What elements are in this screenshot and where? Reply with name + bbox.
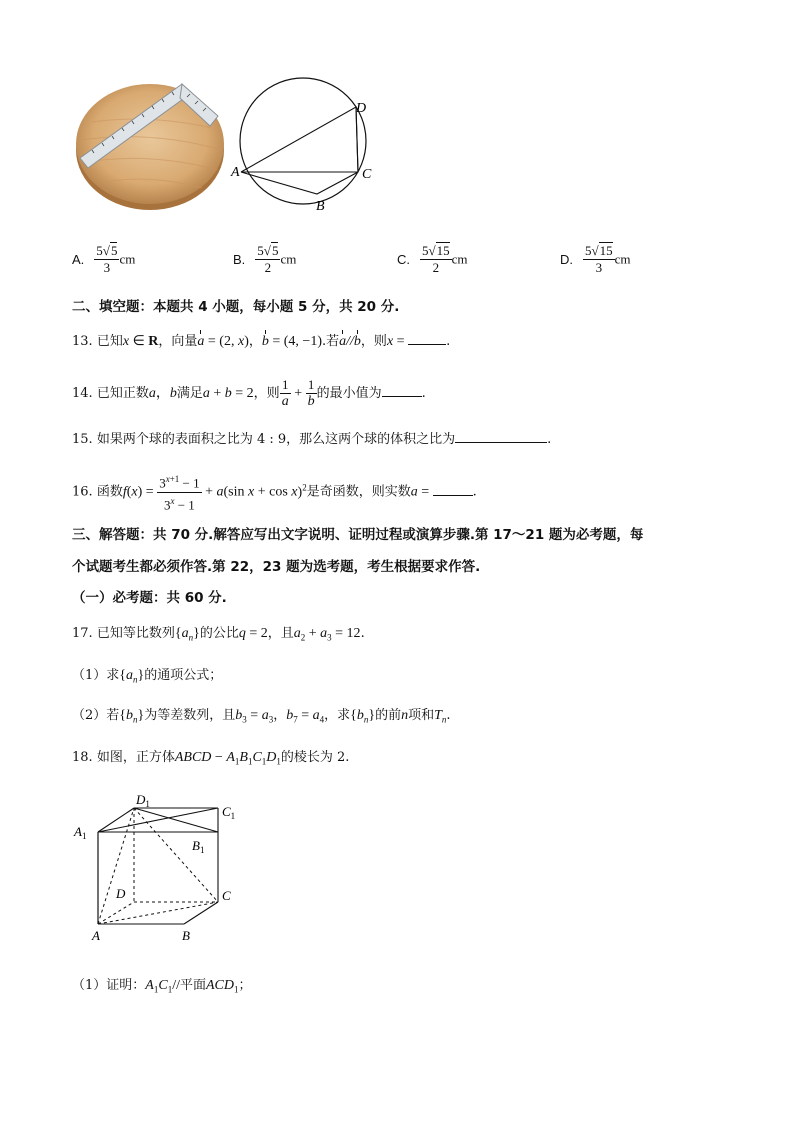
question-17-part-1: （1）求$\{a_n\}$的通项公式； <box>72 668 223 685</box>
cube-label-D: D <box>116 886 126 901</box>
cube-label-A: A <box>92 928 100 943</box>
answer-blank-15[interactable] <box>455 430 547 443</box>
wood-disk-ruler-figure <box>72 70 232 215</box>
option-d[interactable]: D. $\frac{5√15}{3}$ cm <box>560 243 631 275</box>
cube-figure <box>72 790 252 945</box>
question-14: 14. 已知正数a，b满足a + b = 2，则 $\frac{1}{a}$ + $\frac{1}{b}$ 的最小值为 . <box>72 377 426 409</box>
label-A: A <box>231 165 240 180</box>
option-c[interactable]: C. $\frac{5√15}{2}$ cm <box>397 243 468 275</box>
cube-label-D1: $D_1$ <box>136 792 150 809</box>
option-a[interactable]: A. $\frac{5√5}{3}$ cm <box>72 243 136 275</box>
label-B: B <box>316 199 325 214</box>
answer-blank-14[interactable] <box>382 384 422 397</box>
question-13: 13. 已知x ∈ R，向量a = (2, x)，b = (4, −1).若a//b，则x = . <box>72 332 450 352</box>
answer-blank-13[interactable] <box>408 332 446 345</box>
question-18: 18. 如图，正方体ABCD − $A_1B_1C_1D_1$的棱长为 2. <box>72 750 350 767</box>
circle-quadrilateral-figure <box>228 70 378 215</box>
option-b[interactable]: B. $\frac{5√5}{2}$ cm <box>233 243 297 275</box>
cube-label-C1: $C_1$ <box>222 804 236 821</box>
answer-blank-16[interactable] <box>433 483 473 496</box>
section3-title-line2: 个试题考生都必须作答.第 22，23 题为选考题，考生根据要求作答. <box>72 559 481 575</box>
subsection1-title: （一）必考题：共 60 分. <box>72 590 227 606</box>
label-D: D <box>356 101 367 116</box>
section2-title: 二、填空题：本题共 4 小题，每小题 5 分，共 20 分. <box>72 299 400 315</box>
question-17: 17. 已知等比数列$\{a_n\}$的公比q = 2，且$a_2 + a_3 = 12$. <box>72 626 365 643</box>
question-18-part-1: （1）证明：$A_1C_1//$平面$ACD_1$； <box>72 978 252 995</box>
question-16: 16. 函数f(x) = $\frac{3^{x+1} - 1}{3^x - 1}$ + a(sin x + cos x)$^2$是奇函数，则实数a = . <box>72 469 477 513</box>
question-15: 15. 如果两个球的表面积之比为 4 : 9，那么这两个球的体积之比为 . <box>72 432 552 447</box>
cube-label-B: B <box>182 928 190 943</box>
label-C: C <box>362 167 372 182</box>
section3-title-line1: 三、解答题：共 70 分.解答应写出文字说明、证明过程或演算步骤.第 17～21 题为必考题，每 <box>72 527 644 543</box>
cube-label-A1: $A_1$ <box>74 824 87 841</box>
cube-label-C: C <box>222 888 231 903</box>
cube-label-B1: $B_1$ <box>192 838 205 855</box>
question-17-part-2: （2）若$\{b_n\}$为等差数列，且$b_3 = a_3$，$b_7 = a_4$，求$\{b_n\}$的前n项和$T_n$. <box>72 708 451 725</box>
